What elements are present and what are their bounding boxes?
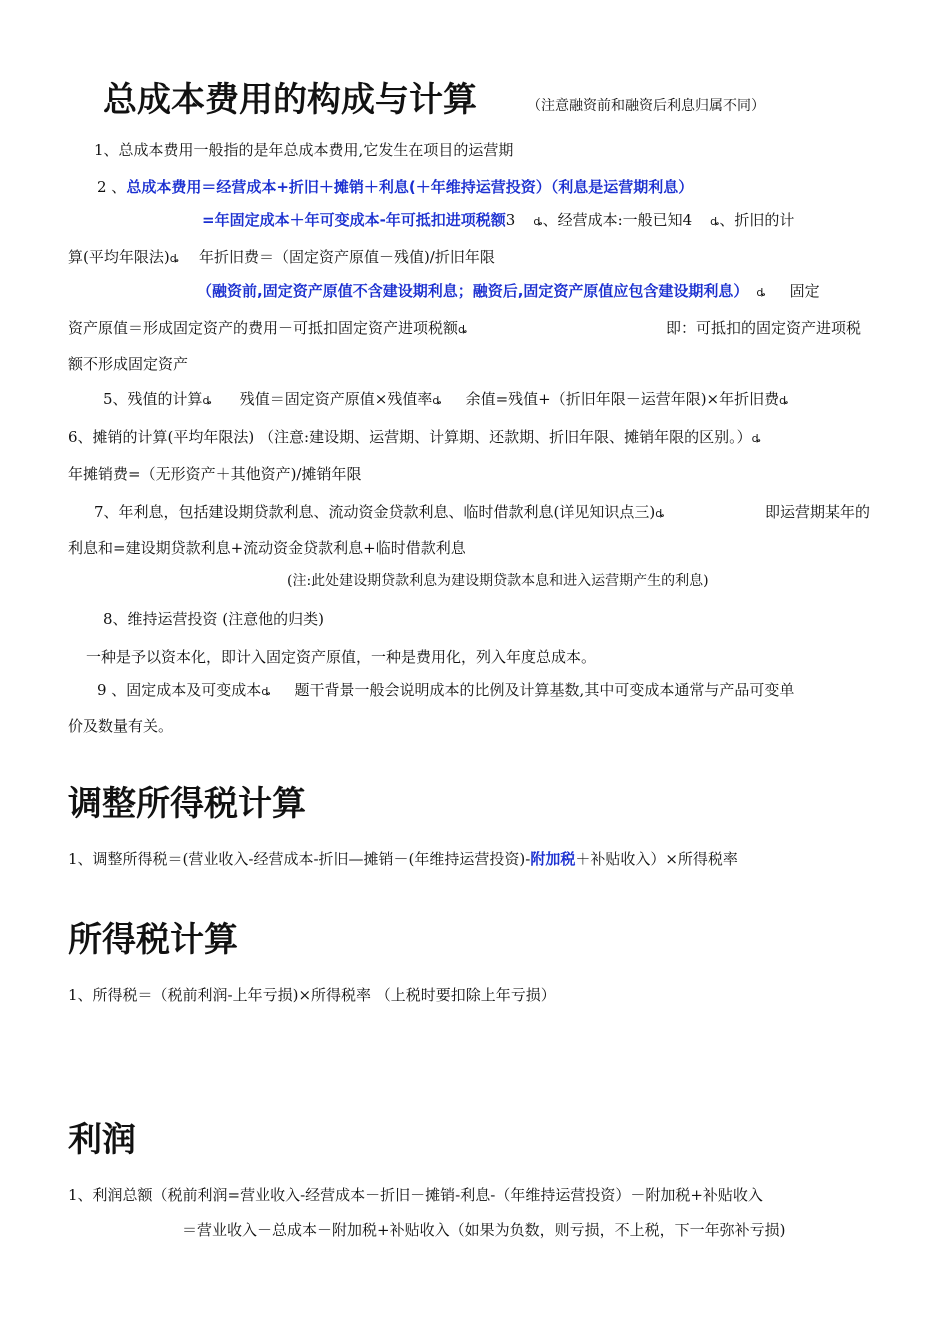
paragraph-mark-icon: ȡ [710,215,720,228]
formula-highlight: （融资前,固定资产原值不含建设期利息；融资后,固定资产原值应包含建设期利息） [197,282,749,300]
formula-highlight: =年固定成本＋年可变成本-年可抵扣进项税额 [202,211,506,229]
paragraph-mark-icon: ȡ [261,685,271,698]
section-title-income-tax: 所得税计算 [68,920,238,960]
section-title-adjusted-tax: 调整所得税计算 [68,784,306,824]
text-line: 即：可抵扣的固定资产进项税 [666,319,862,337]
text-line: 6、摊销的计算(平均年限法) （注意:建设期、运营期、计算期、还款期、折旧年限、摊销年限的区别。）ȡ [68,428,761,446]
text-line: 算(平均年限法)ȡ 年折旧费＝（固定资产原值－残值)/折旧年限 [68,248,495,266]
paragraph-mark-icon: ȡ [655,507,665,520]
text-line: 利息和=建设期贷款利息+流动资金贷款利息+临时借款利息 [68,539,466,557]
text-line: （融资前,固定资产原值不含建设期利息；融资后,固定资产原值应包含建设期利息） ȡ 固定 [197,282,820,300]
text-line: ＝营业收入－总成本－附加税+补贴收入（如果为负数，则亏损，不上税，下一年弥补亏损) [182,1221,786,1239]
paragraph-mark-icon: ȡ [432,394,442,407]
text-line: 一种是予以资本化，即计入固定资产原值，一种是费用化，列入年度总成本。 [86,648,597,666]
text-line: 1、利润总额（税前利润=营业收入-经营成本－折旧－摊销-利息-（年维持运营投资）－附加税+补贴收入 [68,1186,763,1204]
text-line: 即运营期某年的 [765,503,871,521]
text-line: 资产原值＝形成固定资产的费用－可抵扣固定资产进项税额ȡ [68,319,468,337]
paragraph-mark-icon: ȡ [202,394,212,407]
section-title-total-cost: 总成本费用的构成与计算 [103,80,477,120]
text-line: 7、年利息，包括建设期贷款利息、流动资金贷款利息、临时借款利息(详见知识点三)ȡ [94,503,665,521]
text-line: 价及数量有关。 [68,717,174,735]
paragraph-mark-icon: ȡ [458,323,468,336]
paragraph-mark-icon: ȡ [779,394,789,407]
paragraph-mark-icon: ȡ [169,252,179,265]
text-line: =年固定成本＋年可变成本-年可抵扣进项税额3 ȡ、经营成本:一般已知4 ȡ、折旧的计 [202,211,795,229]
text-line: (注:此处建设期贷款利息为建设期贷款本息和进入运营期产生的利息) [287,573,709,589]
title-note: （注意融资前和融资后利息归属不同） [527,98,765,114]
formula-highlight: 总成本费用＝经营成本+折旧＋摊销＋利息(＋年维持运营投资）（利息是运营期利息） [126,178,694,196]
text-line: 1、所得税＝（税前利润-上年亏损)×所得税率 （上税时要扣除上年亏损） [68,986,556,1004]
text-line: 2 、总成本费用＝经营成本+折旧＋摊销＋利息(＋年维持运营投资）（利息是运营期利息） [97,178,694,196]
text-line: 1、调整所得税＝(营业收入-经营成本-折旧—摊销－(年维持运营投资)-附加税＋补贴收入）×所得税率 [68,850,738,868]
text-line: 1、总成本费用一般指的是年总成本费用,它发生在项目的运营期 [94,141,514,159]
text-line: 年摊销费=（无形资产＋其他资产)/摊销年限 [68,465,362,483]
paragraph-mark-icon: ȡ [751,432,761,445]
text-line: 9 、固定成本及可变成本ȡ 题干背景一般会说明成本的比例及计算基数,其中可变成本通常与产品可变单 [97,681,795,699]
paragraph-mark-icon: ȡ [756,286,766,299]
formula-highlight: 附加税 [530,850,576,868]
text-line: 8、维持运营投资 (注意他的归类) [103,610,325,628]
text-line: 额不形成固定资产 [68,355,189,373]
paragraph-mark-icon: ȡ [533,215,543,228]
section-title-profit: 利润 [68,1120,136,1160]
text-line: 5、残值的计算ȡ 残值＝固定资产原值×残值率ȡ 余值=残值+（折旧年限－运营年限)×年折旧费ȡ [103,390,789,408]
